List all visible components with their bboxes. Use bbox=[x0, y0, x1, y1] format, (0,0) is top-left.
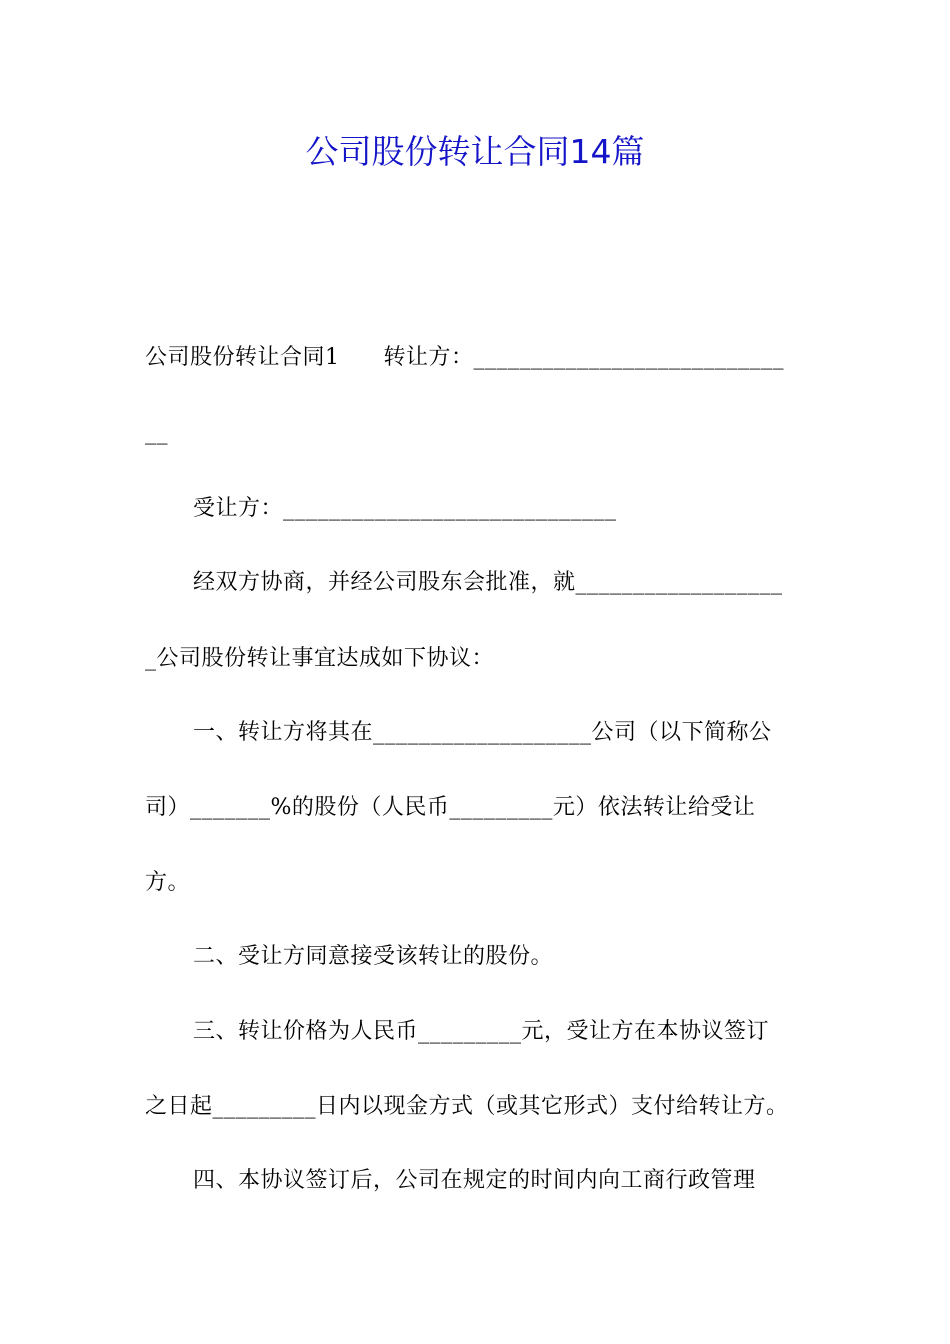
document-title: 公司股份转让合同14篇 bbox=[305, 132, 645, 171]
clause-2-line: 二、受让方同意接受该转让的股份。 bbox=[193, 944, 554, 969]
paragraph-line: _公司股份转让事宜达成如下协议： bbox=[145, 646, 495, 671]
contract-heading-line bbox=[145, 341, 815, 375]
clause-4-line: 四、本协议签订后，公司在规定的时间内向工商行政管理 bbox=[193, 1168, 756, 1193]
transferor-field: 转让方：___________________________ bbox=[383, 345, 785, 370]
paragraph-line: 经双方协商，并经公司股东会批准，就__________________ bbox=[193, 570, 783, 595]
clause-1-line: 方。 bbox=[145, 870, 191, 895]
paragraph-line: __ bbox=[145, 420, 168, 445]
clause-1-line: 司）_______%的股份（人民币_________元）依法转让给受让 bbox=[145, 795, 756, 820]
clause-3-line: 三、转让价格为人民币_________元，受让方在本协议签订 bbox=[193, 1019, 770, 1044]
contract-number: 公司股份转让合同1 bbox=[145, 345, 340, 370]
clause-1-line: 一、转让方将其在___________________公司（以下简称公 bbox=[193, 720, 772, 745]
transferee-field: 受让方：_____________________________ bbox=[193, 496, 617, 521]
clause-3-line: 之日起_________日内以现金方式（或其它形式）支付给转让方。 bbox=[145, 1094, 789, 1119]
